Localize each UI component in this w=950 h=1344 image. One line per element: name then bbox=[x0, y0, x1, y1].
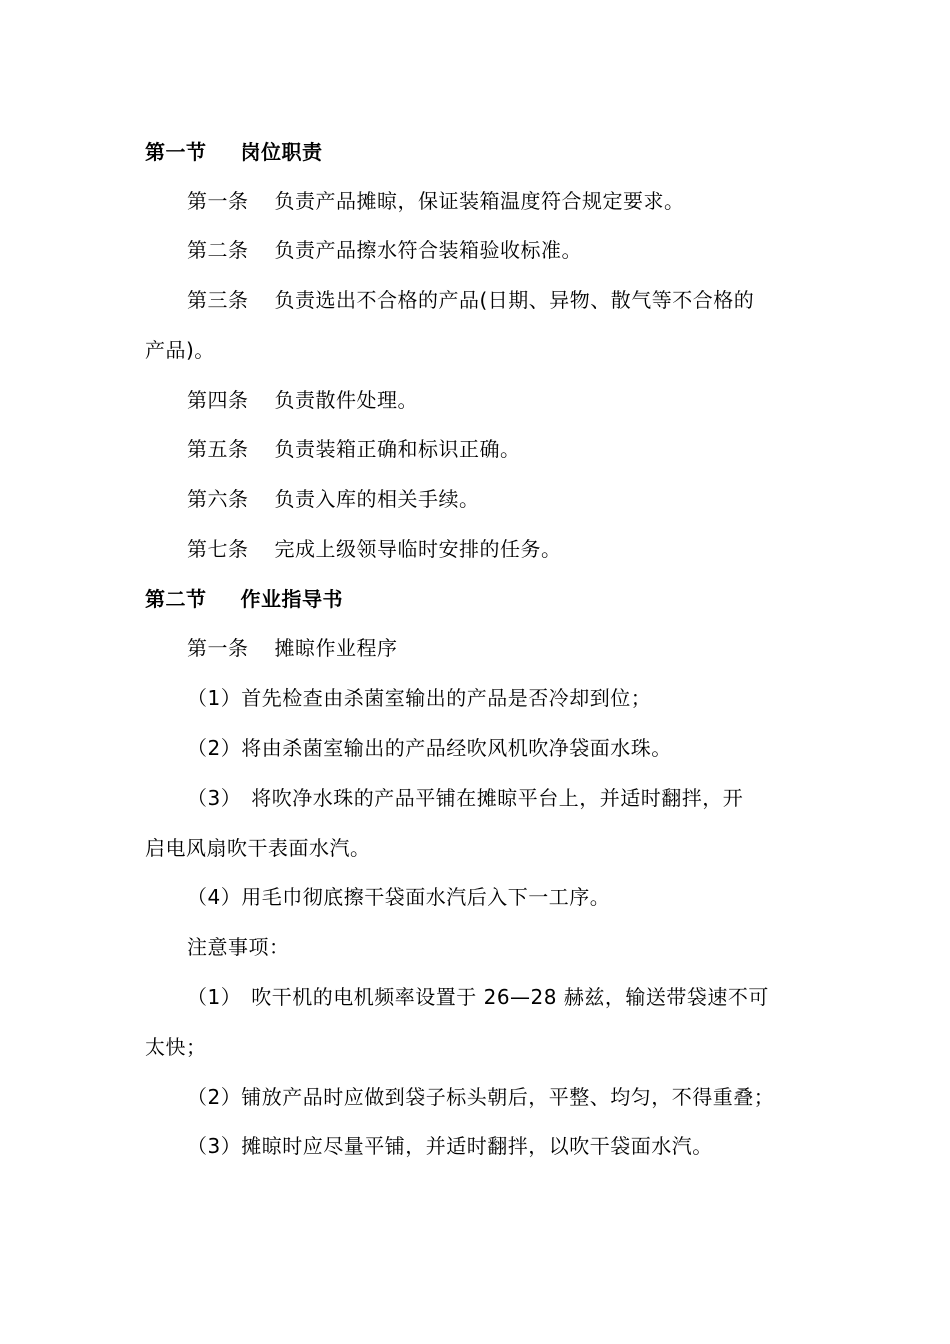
step-text: 将吹净水珠的产品平铺在摊晾平台上，并适时翻拌，开 bbox=[251, 786, 744, 810]
step-line bbox=[187, 736, 672, 760]
article-line bbox=[187, 238, 582, 262]
article-line bbox=[187, 487, 480, 511]
article-label: 第四条 bbox=[187, 388, 249, 412]
article-label: 第六条 bbox=[187, 487, 249, 511]
note-continuation: 太快； bbox=[145, 1035, 207, 1059]
note-line bbox=[187, 985, 769, 1009]
step-text: 将由杀菌室输出的产品经吹风机吹净袋面水珠。 bbox=[241, 736, 672, 760]
note-line bbox=[187, 1085, 774, 1109]
section-number: 第二节 bbox=[145, 587, 207, 611]
step-line bbox=[187, 885, 610, 909]
note-text: 铺放产品时应做到袋子标头朝后，平整、均匀，不得重叠； bbox=[241, 1085, 775, 1109]
section-heading bbox=[145, 587, 343, 611]
note-line bbox=[187, 1134, 713, 1158]
article-label: 第三条 bbox=[187, 288, 249, 312]
article-label: 第七条 bbox=[187, 537, 249, 561]
article-line bbox=[187, 437, 521, 461]
article-label: 第一条 bbox=[187, 189, 249, 213]
step-number: （1） bbox=[187, 686, 242, 710]
note-text: 摊晾时应尽量平铺，并适时翻拌，以吹干袋面水汽。 bbox=[241, 1134, 713, 1158]
section-number: 第一节 bbox=[145, 140, 207, 164]
step-line bbox=[187, 786, 743, 810]
article-text: 摊晾作业程序 bbox=[274, 636, 398, 660]
step-line bbox=[187, 686, 651, 710]
section-title: 岗位职责 bbox=[240, 140, 323, 164]
note-number: （2） bbox=[187, 1085, 242, 1109]
article-text: 负责散件处理。 bbox=[274, 388, 418, 412]
step-number: （4） bbox=[187, 885, 242, 909]
article-line bbox=[187, 537, 562, 561]
article-label: 第二条 bbox=[187, 238, 249, 262]
note-text: 吹干机的电机频率设置于 26—28 赫兹，输送带袋速不可 bbox=[251, 985, 769, 1009]
step-text: 首先检查由杀菌室输出的产品是否冷却到位； bbox=[241, 686, 652, 710]
section-title: 作业指导书 bbox=[240, 587, 343, 611]
article-text: 负责产品擦水符合装箱验收标准。 bbox=[274, 238, 582, 262]
article-text: 负责装箱正确和标识正确。 bbox=[274, 437, 521, 461]
article-line bbox=[187, 288, 754, 312]
article-line bbox=[187, 388, 418, 412]
step-number: （3） bbox=[187, 786, 242, 810]
article-line bbox=[187, 189, 685, 213]
step-number: （2） bbox=[187, 736, 242, 760]
article-text: 负责选出不合格的产品(日期、异物、散气等不合格的 bbox=[274, 288, 755, 312]
notes-title: 注意事项： bbox=[187, 935, 290, 959]
article-label: 第一条 bbox=[187, 636, 249, 660]
article-text: 负责产品摊晾，保证装箱温度符合规定要求。 bbox=[274, 189, 685, 213]
article-text: 完成上级领导临时安排的任务。 bbox=[274, 537, 562, 561]
section-heading bbox=[145, 140, 323, 164]
article-text: 负责入库的相关手续。 bbox=[274, 487, 480, 511]
note-number: （1） bbox=[187, 985, 242, 1009]
note-number: （3） bbox=[187, 1134, 242, 1158]
step-text: 用毛巾彻底擦干袋面水汽后入下一工序。 bbox=[241, 885, 611, 909]
article-line bbox=[187, 636, 398, 660]
step-continuation: 启电风扇吹干表面水汽。 bbox=[145, 836, 371, 860]
article-label: 第五条 bbox=[187, 437, 249, 461]
article-continuation: 产品)。 bbox=[145, 338, 215, 362]
